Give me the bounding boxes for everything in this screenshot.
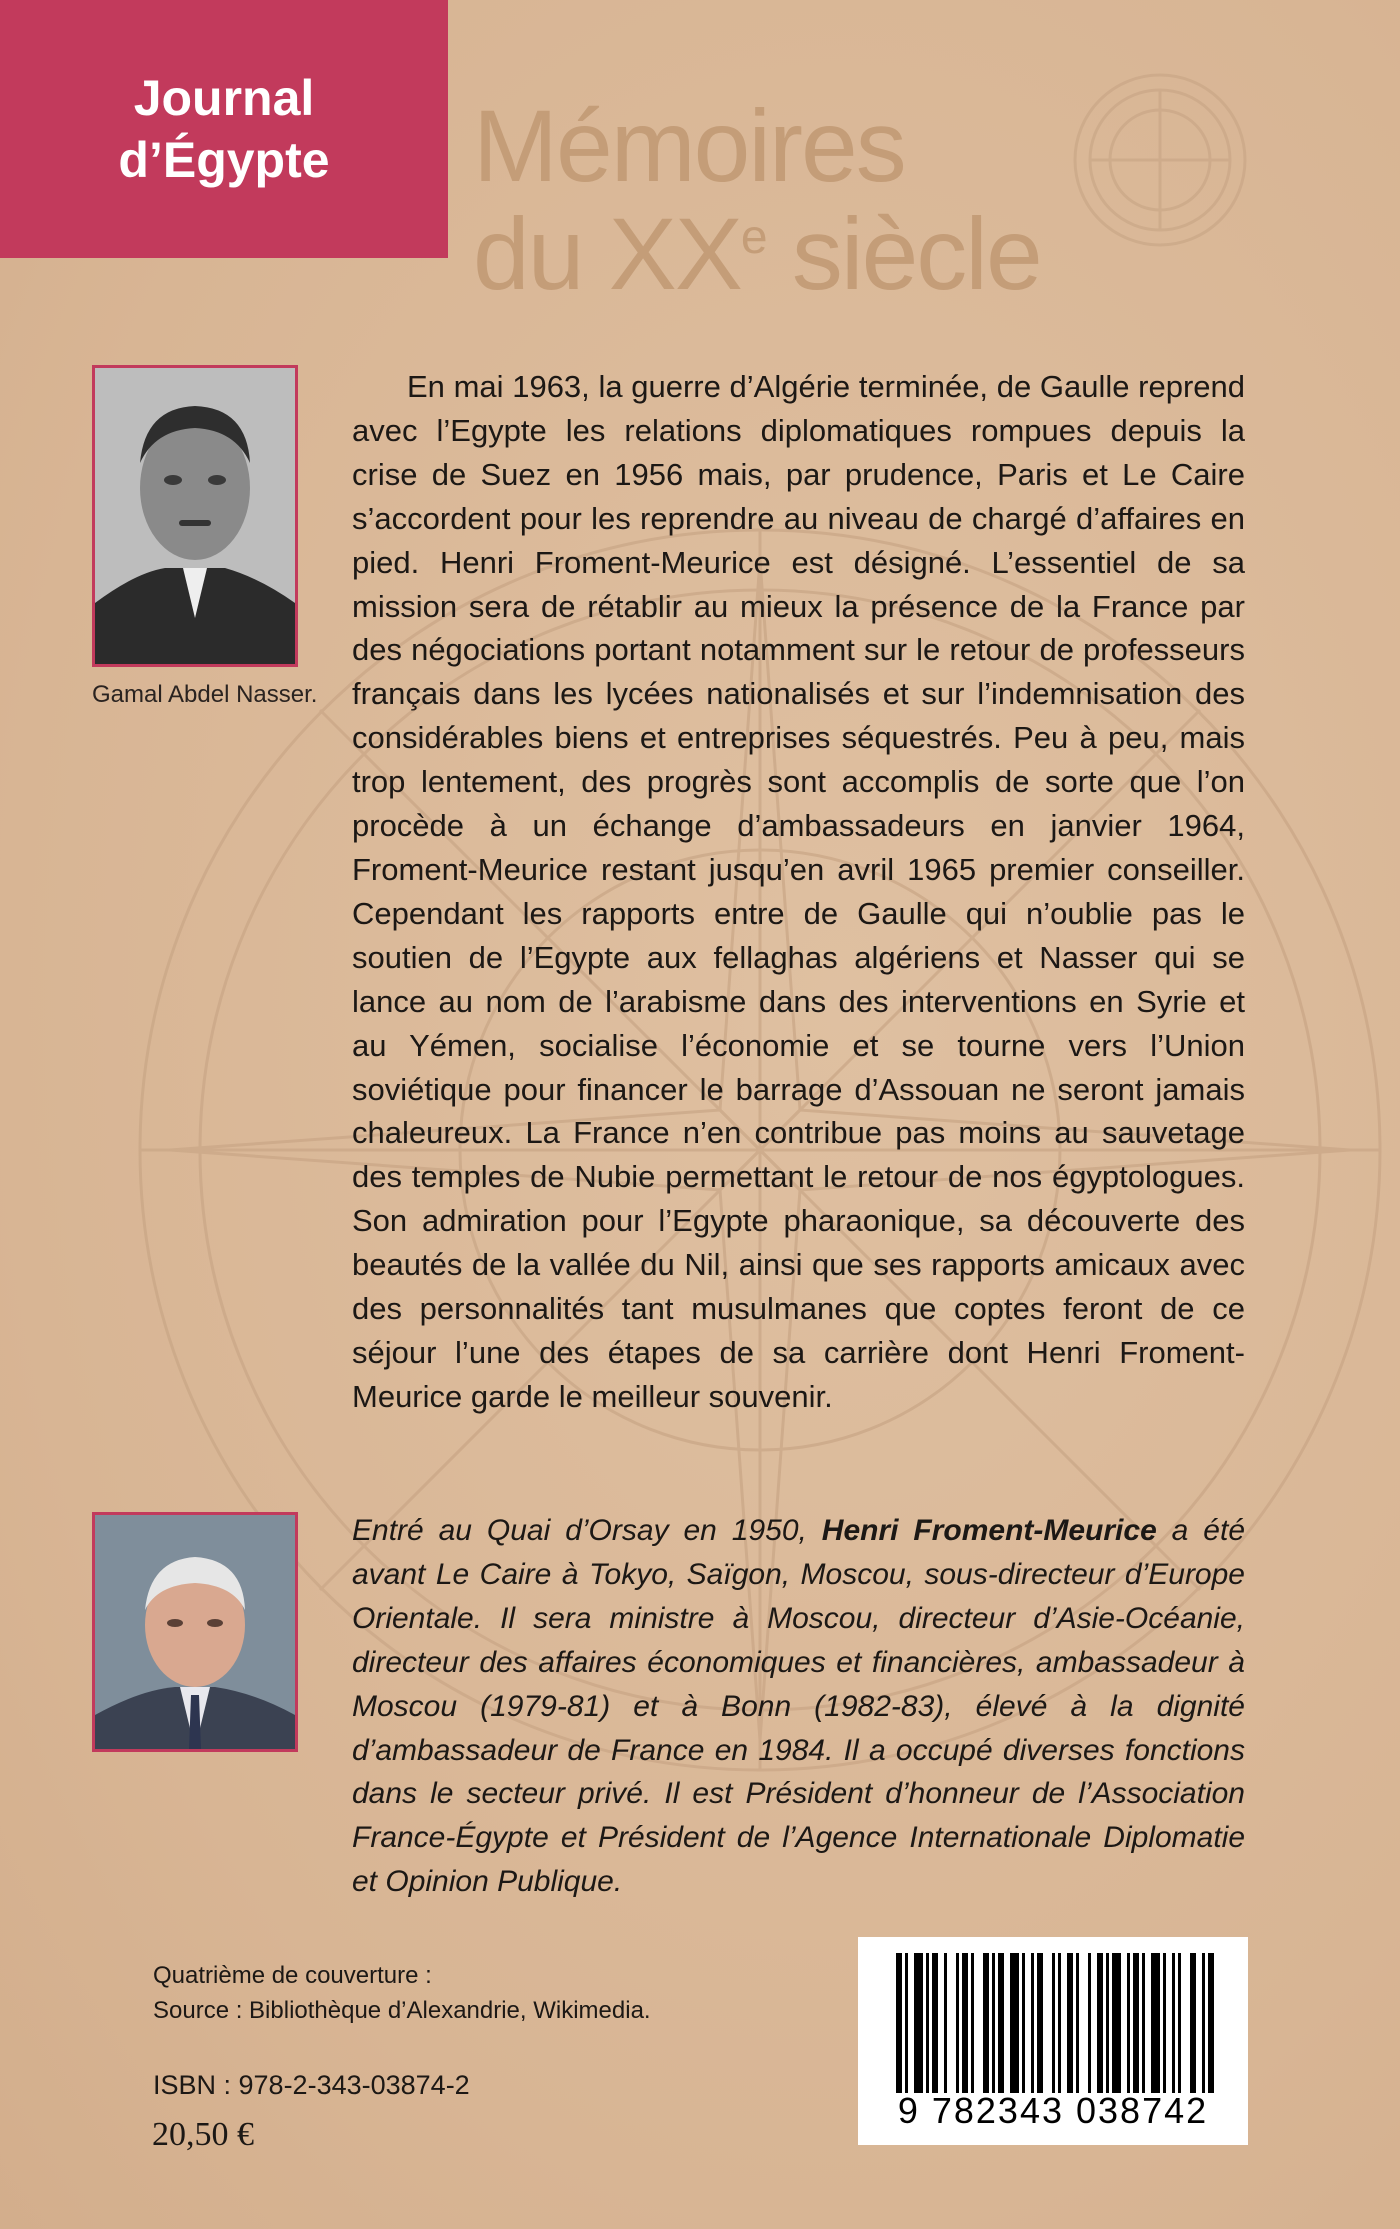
barcode-bar bbox=[1202, 1953, 1205, 2093]
barcode-bar bbox=[944, 1953, 947, 2093]
barcode-bar bbox=[998, 1953, 1004, 2093]
barcode-bar bbox=[905, 1953, 908, 2093]
collection-title bbox=[473, 89, 1041, 311]
barcode-bar bbox=[1088, 1953, 1091, 2093]
nasser-photo bbox=[92, 365, 298, 667]
barcode-bars bbox=[858, 1937, 1248, 2097]
barcode-bar bbox=[1172, 1953, 1175, 2093]
barcode-bar bbox=[1067, 1953, 1073, 2093]
barcode-bar bbox=[983, 1953, 989, 2093]
barcode-bar bbox=[1106, 1953, 1109, 2093]
barcode-bar bbox=[1010, 1953, 1019, 2093]
author-photo bbox=[92, 1512, 298, 1752]
barcode-bar bbox=[926, 1953, 929, 2093]
barcode-bar bbox=[962, 1953, 968, 2093]
collection-title-suffix: siècle bbox=[765, 197, 1041, 311]
collection-title-sup: e bbox=[740, 211, 766, 264]
barcode-bar bbox=[1142, 1953, 1145, 2093]
barcode-bar bbox=[956, 1953, 959, 2093]
barcode bbox=[858, 1937, 1248, 2145]
isbn: ISBN : 978-2-343-03874-2 bbox=[153, 2070, 470, 2100]
barcode-bar bbox=[1151, 1953, 1160, 2093]
collection-title-line2 bbox=[473, 192, 1041, 311]
barcode-bar bbox=[1112, 1953, 1121, 2093]
barcode-bar bbox=[992, 1953, 995, 2093]
barcode-bar bbox=[1022, 1953, 1025, 2093]
collection-title-line1: Mémoires bbox=[473, 89, 905, 203]
barcode-bar bbox=[914, 1953, 923, 2093]
price: 20,50 € bbox=[152, 2116, 254, 2153]
bio-intro: Entré au Quai d’Orsay en 1950, bbox=[352, 1514, 822, 1547]
collection-title-prefix: du XX bbox=[473, 197, 741, 311]
cover-credits bbox=[153, 1958, 651, 2028]
barcode-digits: 9 782343 038742 bbox=[897, 2090, 1209, 2131]
barcode-bar bbox=[1031, 1953, 1034, 2093]
barcode-bar bbox=[1190, 1953, 1196, 2093]
bio-rest: a été avant Le Caire à Tokyo, Saïgon, Moscou, sous-directeur d’Europe Orientale. Il sera ministre à Moscou, directeur d’Asie-Océanie, directeur des affaires économiques et financières, ambassadeur à Moscou (1979-81) et à Bonn (1982-83), élevé à la dignité d’ambassadeur de France en 1984. Il a occupé diverses fonctions dans le secteur privé. Il est Président d’honneur de l’Association France-Égypte et Président de l’Agence Internationale Diplomatie et Opinion Publique. bbox=[352, 1514, 1245, 1899]
credits-line2: Source : Bibliothèque d’Alexandrie, Wikimedia. bbox=[153, 1997, 651, 2024]
barcode-bar bbox=[971, 1953, 974, 2093]
barcode-bar bbox=[1097, 1953, 1103, 2093]
barcode-bar bbox=[1208, 1953, 1214, 2093]
series-label-box bbox=[0, 0, 448, 258]
author-bio bbox=[352, 1509, 1245, 1904]
barcode-bar bbox=[1058, 1953, 1061, 2093]
barcode-bar bbox=[1133, 1953, 1139, 2093]
barcode-bar bbox=[932, 1953, 938, 2093]
photo-caption: Gamal Abdel Nasser. bbox=[92, 681, 318, 708]
barcode-bar bbox=[1052, 1953, 1055, 2093]
barcode-bar bbox=[1127, 1953, 1130, 2093]
barcode-bar bbox=[1037, 1953, 1043, 2093]
barcode-bar bbox=[1076, 1953, 1079, 2093]
credits-line1: Quatrième de couverture : bbox=[153, 1962, 432, 1989]
author-name: Henri Froment-Meurice bbox=[821, 1514, 1157, 1547]
barcode-bar bbox=[896, 1953, 902, 2093]
series-title-line1: Journal bbox=[133, 70, 315, 126]
barcode-bar bbox=[1163, 1953, 1166, 2093]
series-title-line2: d’Égypte bbox=[118, 132, 330, 188]
barcode-bar bbox=[1178, 1953, 1181, 2093]
summary-text: En mai 1963, la guerre d’Algérie terminée, de Gaulle reprend avec l’Egypte les relations diplomatiques rompues depuis la crise de Suez en 1956 mais, par prudence, Paris et Le Caire s’accordent pour les reprendre au niveau de chargé d’affaires en pied. Henri Froment-Meurice est désigné. L’essentiel de sa mission sera de rétablir au mieux la présence de la France par des négociations portant notamment sur le retour de professeurs français dans les lycées nationalisés et sur l’indemnisation des considérables biens et entreprises séquestrés. Peu à peu, mais trop lentement, des progrès sont accomplis de sorte que l’on procède à un échange d’ambassadeurs en janvier 1964, Froment-Meurice restant jusqu’en avril 1965 premier conseiller. Cependant les rapports entre de Gaulle qui n’oublie pas le soutien de l’Egypte aux fellaghas algériens et Nasser qui se lance au nom de l’arabisme dans des interventions en Syrie et au Yémen, socialise l’économie et se tourne vers l’Union soviétique pour financer le barrage d’Assouan ne seront jamais chaleureux. La France n’en contribue pas moins au sauvetage des temples de Nubie permettant le retour de nos égyptologues. Son admiration pour l’Egypte pharaonique, sa découverte des beautés de la vallée du Nil, ainsi que ses rapports amicaux avec des personnalités tant musulmanes que coptes feront de ce séjour l’une des étapes de sa carrière dont Henri Froment-Meurice garde le meilleur souvenir. bbox=[352, 369, 1245, 1414]
